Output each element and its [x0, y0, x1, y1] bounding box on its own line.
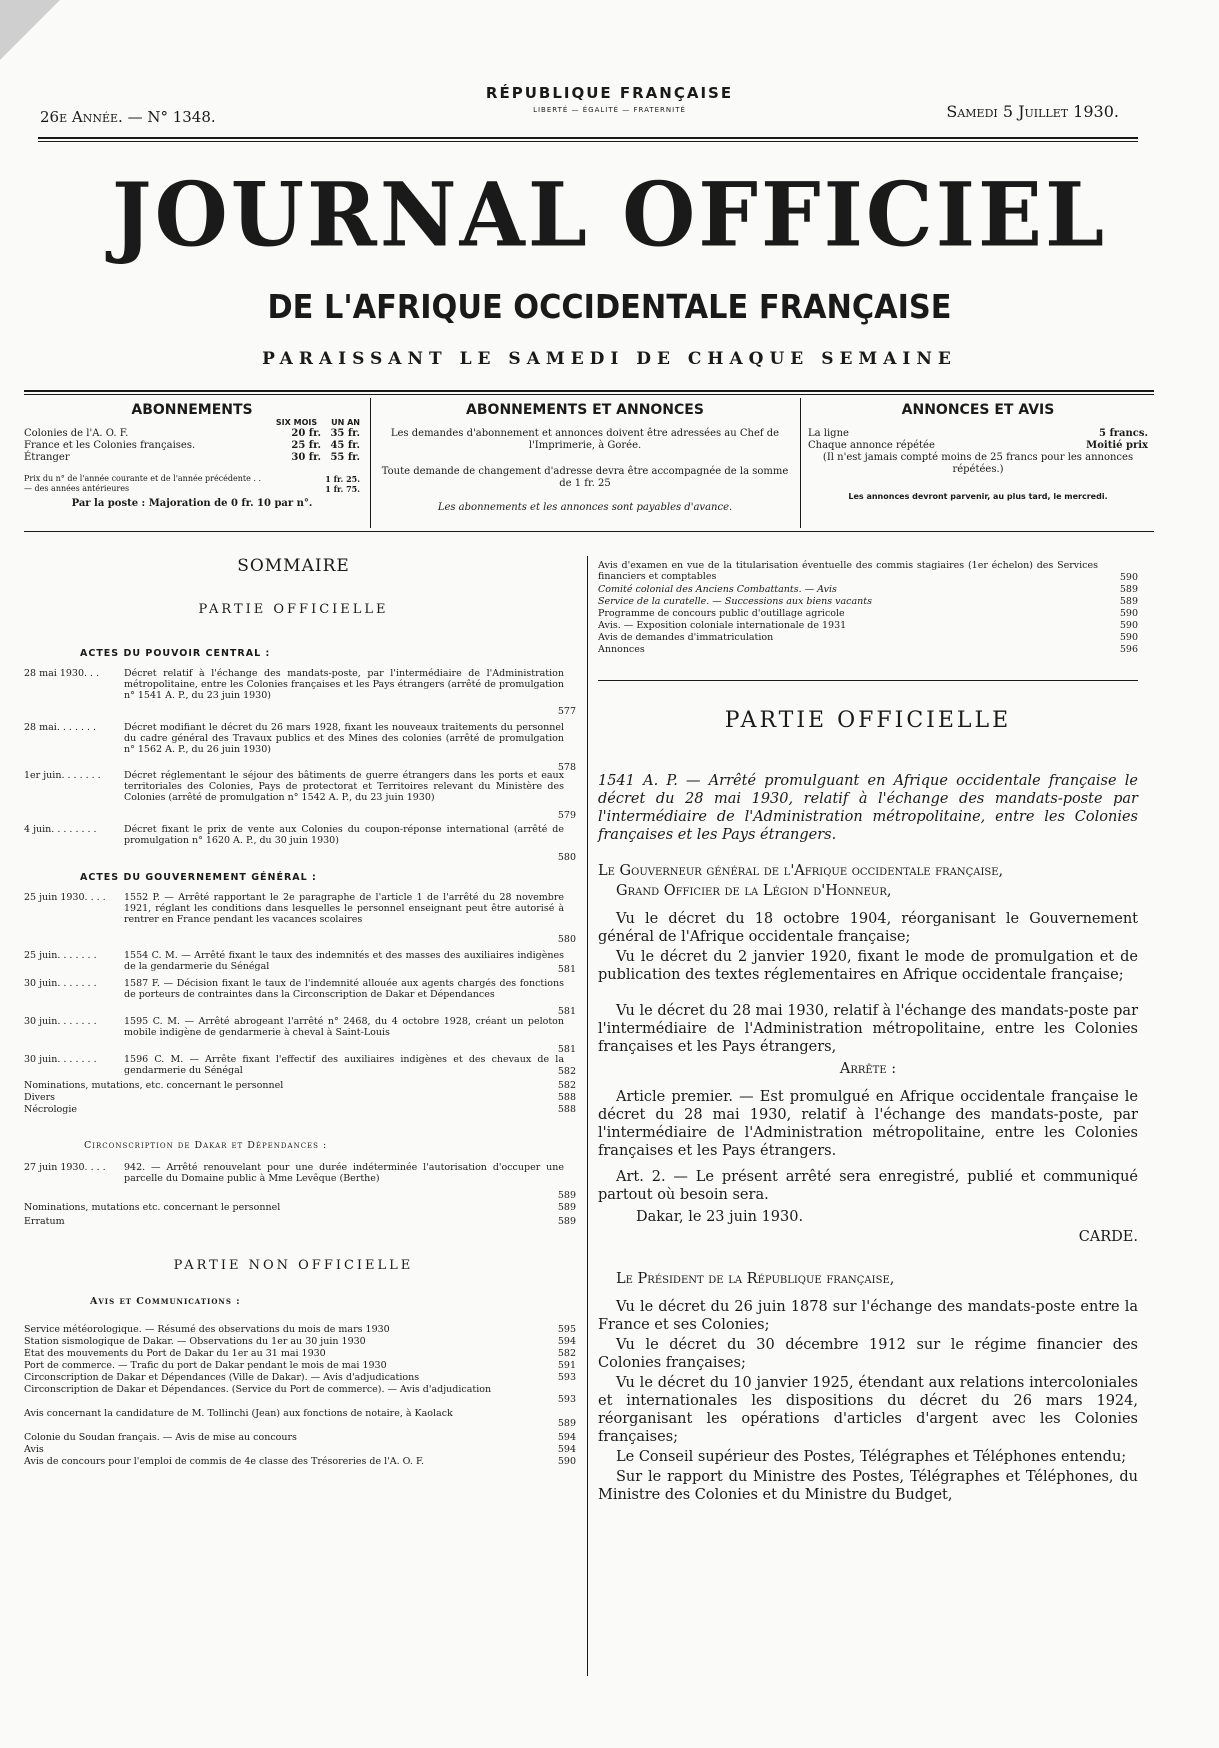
abonnements-rows — [24, 428, 360, 464]
place-date: Dakar, le 23 juin 1930. — [636, 1209, 804, 1225]
toc-entry[interactable]: 30 juin. . . . . . . 1587 F. — Décision fixant le taux de l'indemnité allouée aux agents chargés des fonctions de porteurs de contraintes dans la Circonscription de Dakar et Dépendances 581 — [24, 978, 576, 1017]
toc-line[interactable]: Avis. — Exposition coloniale internationale de 1931 590 — [598, 620, 1138, 631]
price-older: — des années antérieures 1 fr. 75. — [24, 484, 360, 494]
arrete-label: Arrête : — [839, 1061, 897, 1077]
arrete-title: 1541 A. P. — Arrêté promulguant en Afrique occidentale française le décret du 28 mai 1930, relatif à l'échange des mandats-poste par l'intermédiaire de l'Administration métropolitaine, entre les Colonies françaises et les Pays étrangers. — [598, 773, 1138, 843]
price-current: Prix du n° de l'année courante et de l'année précédente . . 1 fr. 25. — [24, 474, 360, 484]
toc-entry[interactable]: 25 juin. . . . . . . 1554 C. M. — Arrêté fixant le taux des indemnités et des masses des auxiliaires indigènes de la gendarmerie du Sénégal 581 — [24, 950, 576, 975]
toc-entry[interactable]: 30 juin. . . . . . . 1596 C. M. — Arrête fixant l'effectif des auxiliaires indigènes et des chevaux de la gendarmerie du Sénégal 582 — [24, 1054, 576, 1077]
page-corner-fold — [0, 0, 60, 60]
toc-entry[interactable]: Avis concernant la candidature de M. Tollinchi (Jean) aux fonctions de notaire, à Kaolack 589 — [24, 1408, 576, 1429]
toc-line[interactable]: Nécrologie 588 — [24, 1104, 576, 1115]
right-toc-rule — [598, 680, 1138, 681]
toc-line[interactable]: Avis de demandes d'immatriculation 590 — [598, 632, 1138, 643]
vu-3: Vu le décret du 28 mai 1930, relatif à l'échange des mandats-poste par l'intermédiaire de l'Administration métropolitaine, entre les Colonies françaises et les Pays étrangers, — [598, 1003, 1138, 1055]
article-1: Article premier. — Est promulgué en Afrique occidentale française le décret du 28 mai 1930, relatif à l'échange des mandats-poste, par l'intermédiaire de l'Administration métropolitaine, entre les Colonies françaises et les Pays étrangers. — [598, 1089, 1138, 1159]
toc-entry[interactable]: 28 mai 1930. . . Décret relatif à l'échange des mandats-poste, par l'intermédiaire de l'Administration métropolitaine, entre les Colonies françaises et les Pays étrangers (arrêté de promulgation n° 1541 A. P., du 23 juin 1930) 577 — [24, 668, 576, 717]
sommaire-title: SOMMAIRE — [237, 556, 350, 576]
article-2: Art. 2. — Le présent arrêté sera enregistré, publié et communiqué partout où besoin sera. — [598, 1169, 1138, 1203]
boxes-top-rule-thin — [24, 394, 1154, 395]
sommaire-entries — [24, 668, 576, 1678]
abonnement-row: Étranger 30 fr. 55 fr. — [24, 452, 360, 463]
toc-entry[interactable]: 30 juin. . . . . . . 1595 C. M. — Arrêté abrogeant l'arrêté n° 2468, du 4 octobre 1928, créant un peloton mobile indigène de gendarmerie à cheval à Saint-Louis 581 — [24, 1016, 576, 1055]
box-divider-1 — [370, 398, 371, 528]
box-annonces-avis — [808, 402, 1148, 502]
issue-date: Samedi 5 Juillet 1930. — [946, 102, 1119, 121]
toc-line[interactable]: Annonces 596 — [598, 644, 1138, 655]
col-un-an: UN AN — [331, 418, 360, 427]
pvu-5: Sur le rapport du Ministre des Postes, Télégraphes et Téléphones, du Ministre des Colonies et du Ministre du Budget, — [598, 1469, 1138, 1503]
toc-line[interactable]: Colonie du Soudan français. — Avis de mise au concours 594 — [24, 1432, 576, 1443]
right-toc — [598, 560, 1138, 656]
toc-line[interactable]: Service météorologique. — Résumé des observations du mois de mars 1930 595 — [24, 1324, 576, 1335]
box-mid-p2: Toute demande de changement d'adresse devra être accompagnée de la somme de 1 fr. 25 — [381, 466, 789, 489]
vu-2: Vu le décret du 2 janvier 1920, fixant le mode de promulgation et de publication des textes réglementaires en Afrique occidentale française; — [598, 949, 1138, 983]
boxes-top-rule — [24, 390, 1154, 392]
box-mid-p1: Les demandes d'abonnement et annonces doivent être adressées au Chef de l'Imprimerie, à Gorée. — [390, 428, 780, 451]
toc-line[interactable]: Comité colonial des Anciens Combattants. — Avis 589 — [598, 584, 1138, 595]
toc-line[interactable]: Avis de concours pour l'emploi de commis de 4e classe des Trésoreries de l'A. O. F. 590 — [24, 1456, 576, 1467]
partie-non-officielle: PARTIE NON OFFICIELLE — [173, 1258, 414, 1273]
header-rule — [38, 137, 1138, 139]
abonnement-row: France et les Colonies françaises. 25 fr. 45 fr. — [24, 440, 360, 451]
boxes-bottom-rule — [24, 531, 1154, 532]
masthead-tagline: PARAISSANT LE SAMEDI DE CHAQUE SEMAINE — [262, 349, 957, 369]
box-right-deadline: Les annonces devront parvenir, au plus tard, le mercredi. — [848, 492, 1108, 501]
box-mid-p3: Les abonnements et les annonces sont payables d'avance. — [437, 502, 733, 513]
box-divider-2 — [800, 398, 801, 528]
box-abonnements — [24, 402, 360, 510]
header-rule-thin — [38, 141, 1138, 142]
toc-line[interactable]: État des mouvements du Port de Dakar du 1er au 31 mai 1930 582 — [24, 1348, 576, 1359]
president-line: Le Président de la République française, — [616, 1271, 895, 1287]
toc-entry[interactable]: 28 mai. . . . . . . Décret modifiant le décret du 26 mars 1928, fixant les nouveaux traitements du personnel du cadre général des Travaux publics et des Mines des colonies (arrêté de promulgation n° 1562 A. P., du 26 juin 1930) 578 — [24, 722, 576, 773]
abonnement-row: Colonies de l'A. O. F. 20 fr. 35 fr. — [24, 428, 360, 439]
toc-line[interactable]: Avis 594 — [24, 1444, 576, 1455]
toc-line[interactable]: Programme de concours public d'outillage agricole 590 — [598, 608, 1138, 619]
toc-line[interactable]: Nominations, mutations, etc. concernant le personnel 582 — [24, 1080, 576, 1091]
republic-motto: LIBERTÉ — ÉGALITÉ — FRATERNITÉ — [533, 106, 686, 114]
box-mid-title: ABONNEMENTS ET ANNONCES — [466, 402, 704, 418]
pvu-4: Le Conseil supérieur des Postes, Télégraphes et Téléphones entendu; — [616, 1449, 1127, 1465]
year-issue: 26e Année. — N° 1348. — [40, 108, 216, 126]
toc-entry[interactable]: 4 juin. . . . . . . . Décret fixant le prix de vente aux Colonies du coupon-réponse international (arrêté de promulgation n° 1620 A. P., du 30 juin 1930) 580 — [24, 824, 576, 863]
col-six-mois: SIX MOIS — [275, 418, 318, 427]
gg-line2: Grand Officier de la Légion d'Honneur, — [616, 883, 892, 899]
box-abonnements-title: ABONNEMENTS — [131, 402, 253, 418]
actes-gg-head: ACTES DU GOUVERNEMENT GÉNÉRAL : — [80, 872, 317, 883]
box-right-title: ANNONCES ET AVIS — [901, 402, 1055, 418]
actes-central-head: ACTES DU POUVOIR CENTRAL : — [80, 648, 271, 659]
toc-line[interactable]: Station sismologique de Dakar. — Observations du 1er au 30 juin 1930 594 — [24, 1336, 576, 1347]
price-repetee: Chaque annonce répétée Moitié prix — [808, 440, 1148, 451]
masthead-subtitle: DE L'AFRIQUE OCCIDENTALE FRANÇAISE — [267, 287, 952, 326]
pvu-3: Vu le décret du 10 janvier 1925, étendant aux relations intercoloniales et internationales les dispositions du décret du 26 mars 1924, réorganisant les opérations d'articles d'argent avec les Colonies françaises; — [598, 1375, 1138, 1445]
toc-entry[interactable]: 25 juin 1930. . . . 1552 P. — Arrêté rapportant le 2e paragraphe de l'article 1 de l'arrêté du 28 novembre 1921, réglant les conditions dans lesquelles le personnel enseignant peut être autorisé à rentrer en France pendant les vacances scolaires 580 — [24, 892, 576, 945]
pvu-1: Vu le décret du 26 juin 1878 sur l'échange des mandats-poste entre la France et ses Colonies; — [598, 1299, 1138, 1333]
official-heading: PARTIE OFFICIELLE — [724, 708, 1012, 733]
gg-line1: Le Gouverneur général de l'Afrique occidentale française, — [598, 863, 1004, 879]
toc-line[interactable]: Port de commerce. — Trafic du port de Dakar pendant le mois de mai 1930 591 — [24, 1360, 576, 1371]
toc-entry[interactable]: Avis d'examen en vue de la titularisation éventuelle des commis stagiaires (1er échelon) des Services financiers et comptables 590 — [598, 560, 1138, 583]
box-right-note: (Il n'est jamais compté moins de 25 francs pour les annonces répétées.) — [822, 452, 1134, 475]
toc-line[interactable]: Nominations, mutations etc. concernant le personnel 589 — [24, 1202, 576, 1213]
pvu-2: Vu le décret du 30 décembre 1912 sur le régime financier des Colonies françaises; — [598, 1337, 1138, 1371]
toc-entry[interactable]: 27 juin 1930. . . . 942. — Arrêté renouvelant pour une durée indéterminée l'autorisation d'occuper une parcelle du Domaine public à Mme Levêque (Berthe) 589 — [24, 1162, 576, 1201]
toc-line[interactable]: Service de la curatelle. — Successions aux biens vacants 589 — [598, 596, 1138, 607]
toc-line[interactable]: Circonscription de Dakar et Dépendances (Ville de Dakar). — Avis d'adjudications 593 — [24, 1372, 576, 1383]
sommaire-partie-officielle: PARTIE OFFICIELLE — [198, 602, 389, 617]
poste-note: Par la poste : Majoration de 0 fr. 10 par n°. — [71, 498, 313, 509]
signature: CARDE. — [1078, 1229, 1138, 1245]
price-ligne: La ligne 5 francs. — [808, 428, 1148, 439]
avis-head: Avis et Communications : — [90, 1296, 241, 1307]
masthead-title: JOURNAL OFFICIEL — [111, 162, 1108, 267]
dakar-head: Circonscription de Dakar et Dépendances : — [84, 1140, 328, 1151]
toc-line[interactable]: Erratum 589 — [24, 1216, 576, 1227]
box-abonnements-annonces — [378, 402, 792, 514]
vu-1: Vu le décret du 18 octobre 1904, réorganisant le Gouvernement général de l'Afrique occidentale française; — [598, 911, 1138, 945]
toc-line[interactable]: Divers 588 — [24, 1092, 576, 1103]
toc-entry[interactable]: Circonscription de Dakar et Dépendances. (Service du Port de commerce). — Avis d'adjudication 593 — [24, 1384, 576, 1405]
toc-entry[interactable]: 1er juin. . . . . . . Décret réglementant le séjour des bâtiments de guerre étrangers dans les ports et eaux territoriales des Colonies, Pays de protectorat et Territoires relevant du Ministère des Colonies (arrêté de promulgation n° 1542 A. P., du 23 juin 1930) 579 — [24, 770, 576, 821]
column-divider — [587, 556, 588, 1676]
republic-title: RÉPUBLIQUE FRANÇAISE — [485, 84, 734, 102]
